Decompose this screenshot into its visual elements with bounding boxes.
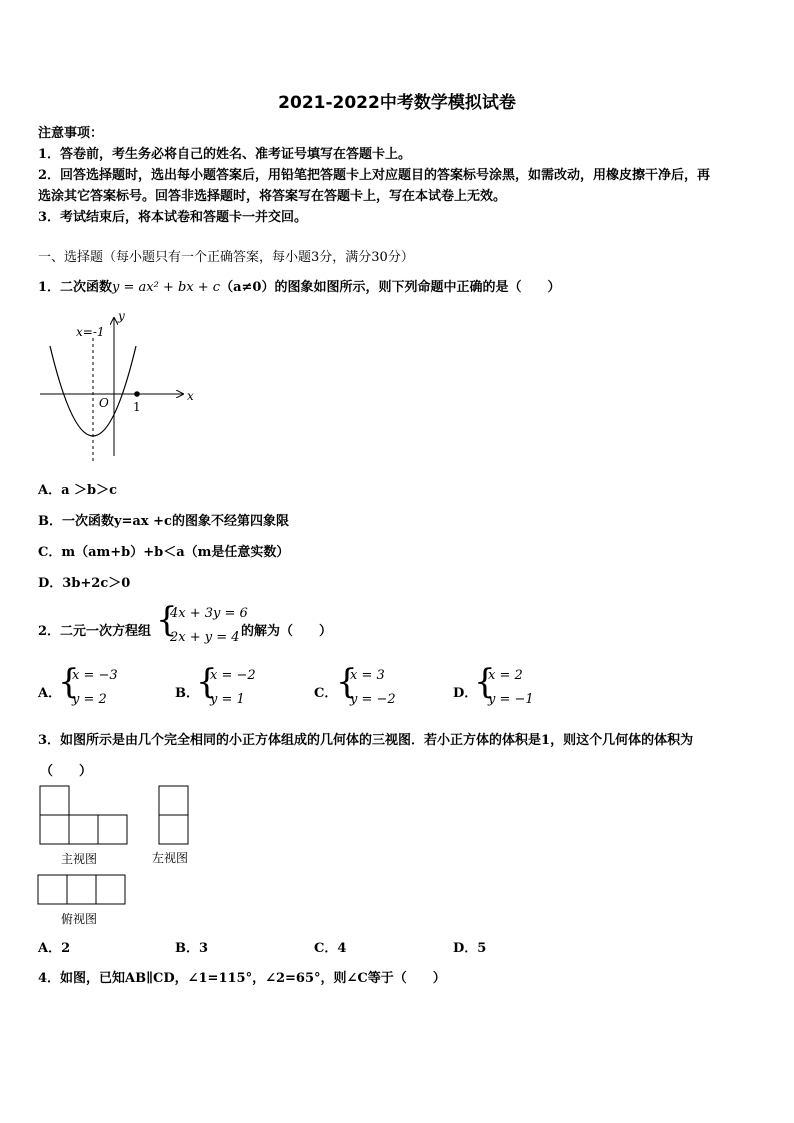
x-axis-label: x [187, 389, 194, 403]
q2-option-d-brace: { [474, 662, 496, 702]
q1-option-a: A．a ＞b＞c [38, 483, 118, 498]
q3-option-a: A．2 [38, 941, 71, 956]
q2-suffix: 的解为（ ） [241, 624, 333, 639]
section-heading: 一、选择题（每小题只有一个正确答案，每小题3分，满分30分） [38, 250, 414, 265]
left-view-caption: 左视图 [152, 851, 189, 865]
q2-option-b-x: x = −2 [210, 668, 256, 683]
q1-option-c: C．m（am+b）+b＜a（m是任意实数） [38, 545, 290, 560]
q1-condition: （a≠0）的图象如图所示，则下列命题中正确的是（ ） [220, 280, 561, 295]
question-3: 3．如图所示是由几个完全相同的小正方体组成的几何体的三视图．若小正方体的体积是1，则这个几何体的体积为 [38, 733, 694, 748]
q3-option-c: C．4 [314, 941, 347, 956]
q2-option-b-brace: { [196, 662, 218, 702]
q2-option-a-brace: { [58, 662, 80, 702]
q2-eq1: 4x + 3y = 6 [170, 606, 248, 621]
question-4: 4．如图，已知AB∥CD，∠1=115°，∠2=65°，则∠C等于（ ） [38, 971, 446, 986]
q3-paren: （ ） [40, 764, 93, 779]
q3-option-d: D．5 [453, 941, 487, 956]
top-view [38, 875, 125, 904]
q3-option-b: B．3 [175, 941, 209, 956]
q2-brace: { [156, 600, 178, 640]
q2-option-a-x: x = −3 [72, 668, 118, 683]
q2-option-d-x: x = 2 [488, 668, 523, 683]
q2-prefix: 2．二元一次方程组 [38, 624, 152, 639]
q2-option-a-y: y = 2 [72, 692, 107, 707]
notice-item-1: 1．答卷前，考生务必将自己的姓名、准考证号填写在答题卡上。 [38, 147, 412, 162]
q2-option-d-label: D． [453, 686, 478, 701]
point-label: 1 [133, 400, 141, 414]
notice-heading: 注意事项： [38, 126, 104, 141]
q2-option-a-label: A． [38, 686, 62, 701]
q2-option-d-y: y = −1 [488, 692, 534, 707]
q2-option-c-x: x = 3 [350, 668, 385, 683]
origin-label: O [99, 396, 109, 410]
notice-item-2: 2．回答选择题时，选出每小题答案后，用铅笔把答题卡上对应题目的答案标号涂黑，如需改动，用橡皮擦干净后，再 [38, 168, 711, 183]
page-title: 2021-2022中考数学模拟试卷 [278, 93, 516, 113]
q2-option-c-brace: { [336, 662, 358, 702]
q2-option-b-label: B． [175, 686, 199, 701]
notice-item-2-cont: 选涂其它答案标号。回答非选择题时，将答案写在答题卡上，写在本试卷上无效。 [38, 189, 507, 204]
q2-option-c-y: y = −2 [350, 692, 396, 707]
axis-line-label: x=-1 [76, 325, 105, 339]
front-view-caption: 主视图 [61, 852, 98, 866]
y-axis-label: y [118, 309, 125, 323]
q1-formula: y = ax² + bx + c [112, 280, 221, 295]
q1-prefix: 1．二次函数 [38, 280, 113, 295]
q2-option-b-y: y = 1 [210, 692, 245, 707]
left-view [159, 786, 188, 844]
q1-option-b: B．一次函数y=ax +c的图象不经第四象限 [38, 514, 289, 529]
q1-option-d: D．3b+2c＞0 [38, 576, 131, 591]
q2-eq2: 2x + y = 4 [170, 630, 240, 645]
notice-item-3: 3．考试结束后，将本试卷和答题卡一并交回。 [38, 210, 308, 225]
q2-option-c-label: C． [314, 686, 338, 701]
top-view-caption: 俯视图 [61, 912, 98, 926]
front-view [40, 786, 127, 844]
